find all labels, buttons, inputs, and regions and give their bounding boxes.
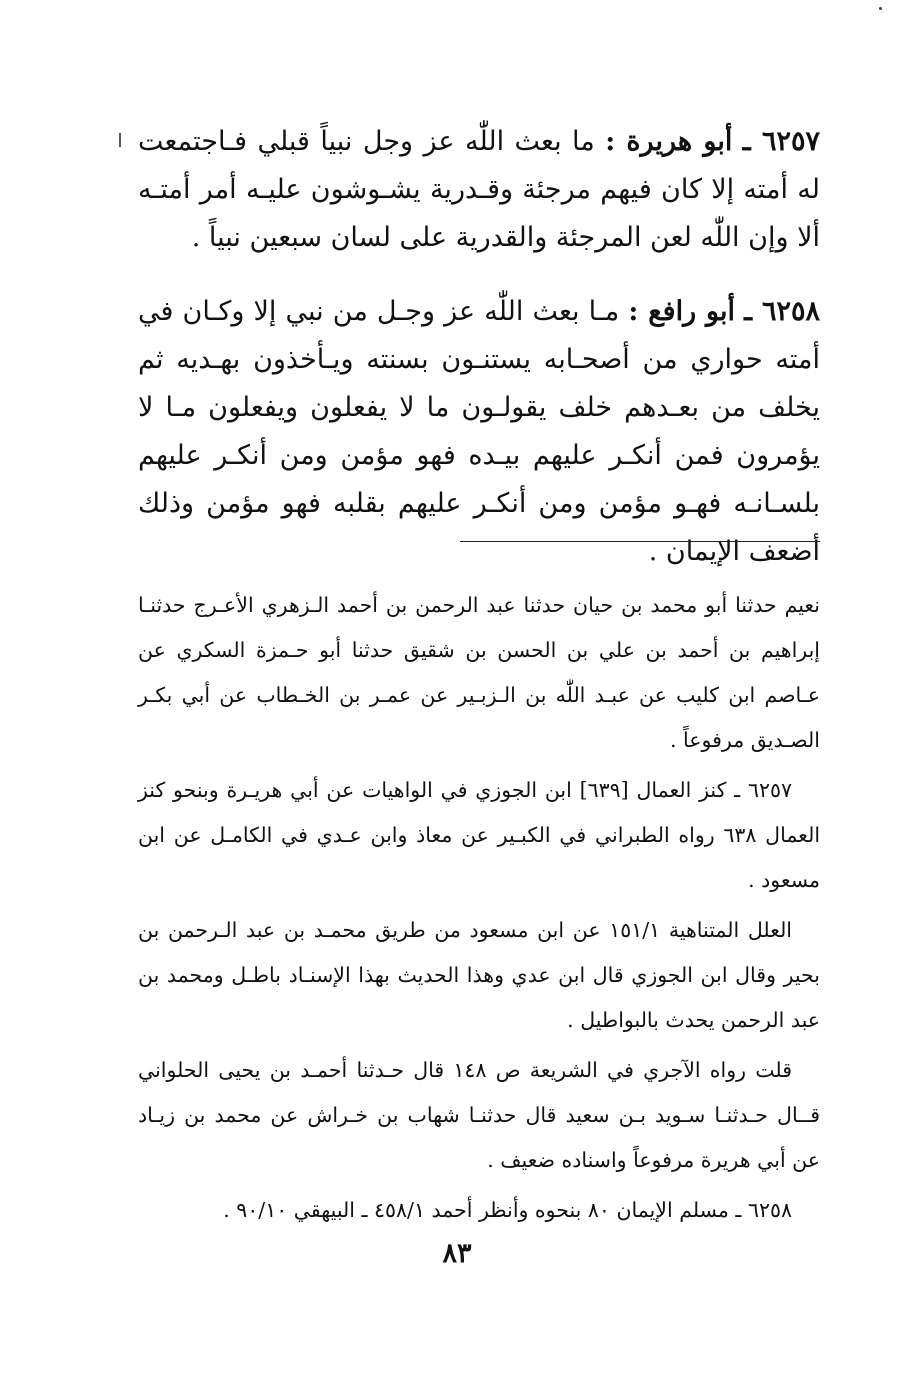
margin-tick bbox=[119, 133, 121, 147]
footnote-ajurri bbox=[138, 1048, 820, 1183]
footnote-isnad bbox=[138, 583, 820, 763]
hadith-entry-6258 bbox=[138, 288, 820, 576]
entry-number: ٦٢٥٨ ـ bbox=[744, 296, 820, 327]
entry-narrator: أبو هريرة : bbox=[605, 126, 733, 157]
footnote-text: العلل المتناهية ١٥١/١ عن ابن مسعود من طريق محمـد بن عبد الـرحمن بن بحير وقال ابن الجوزي قال ابن عدي وهذا الحديث بهذا الإسنـاد باطـل ومحمد بن عبد الرحمن يحدث بالبواطيل . bbox=[138, 918, 820, 1032]
entry-text: ما بعث اللّٰه عز وجل نبياً قبلي فـاجتمعت له أمته إلا كان فيهم مرجئة وقـدرية يشـوشون عليـه أمر أمتـه ألا وإن اللّٰه لعن المرجئة والقدرية على لسان سبعين نبياً . bbox=[138, 126, 820, 253]
footnote-text: قلت رواه الآجري في الشريعة ص ١٤٨ قال حـدثنا أحمـد بن يحيى الحلواني قــال حـدثنـا سـويد بـن سعيد قال حدثنـا شهاب بن خـراش عن محمد بن زيـاد عن أبي هريرة مرفوعاً واسناده ضعيف . bbox=[138, 1058, 820, 1172]
entry-number: ٦٢٥٧ ـ bbox=[742, 126, 820, 157]
corner-dot bbox=[879, 7, 882, 10]
footnote-ilal bbox=[138, 908, 820, 1043]
entry-text: مـا بعث اللّٰه عز وجـل من نبي إلا وكـان في أمته حواري من أصحـابه يستنـون بسنته ويـأخذون بهـديه ثم يخلف من بعـدهم خلف يقولـون ما لا يفعلون ويفعلون مـا لا يؤمرون فمن أنكـر عليهم بيـده فهو مؤمن ومن أنكـر عليهم بلسـانـه فهـو مؤمن ومن أنكـر عليهم بقلبه فهو مؤمن وذلك أضعف الإيمان . bbox=[138, 296, 820, 567]
footnote-text: ٦٢٥٨ ـ مسلم الإيمان ٨٠ بنحوه وأنظر أحمد ٤٥٨/١ ـ البيهقي ٩٠/١٠ . bbox=[223, 1198, 792, 1222]
entry-narrator: أبو رافع : bbox=[628, 296, 736, 327]
footnote-6257 bbox=[138, 768, 820, 903]
footnote-separator bbox=[460, 541, 820, 542]
page-number: ٨٣ bbox=[442, 1238, 472, 1269]
hadith-entry-6257 bbox=[138, 118, 820, 262]
footnote-text: نعيم حدثنا أبو محمد بن حيان حدثنا عبد الرحمن بن أحمد الـزهري الأعـرج حدثنـا إبراهيم بن أحمد بن علي بن الحسن بن شقيق حدثنا أبو حـمزة السكري عن عـاصم ابن كليب عن عبـد اللّٰه بن الـزبـير عن عمـر بن الخـطاب عن أبي بكـر الصـديق مرفوعاً . bbox=[138, 593, 820, 752]
footnote-6258 bbox=[138, 1188, 820, 1233]
footnote-text: ٦٢٥٧ ـ كنز العمال [٦٣٩] ابن الجوزي في الواهيات عن أبي هريـرة وبنحو كنز العمال ٦٣٨ رواه الطبراني في الكبـير عن معاذ وابن عـدي في الكامـل عن ابن مسعود . bbox=[138, 778, 821, 892]
